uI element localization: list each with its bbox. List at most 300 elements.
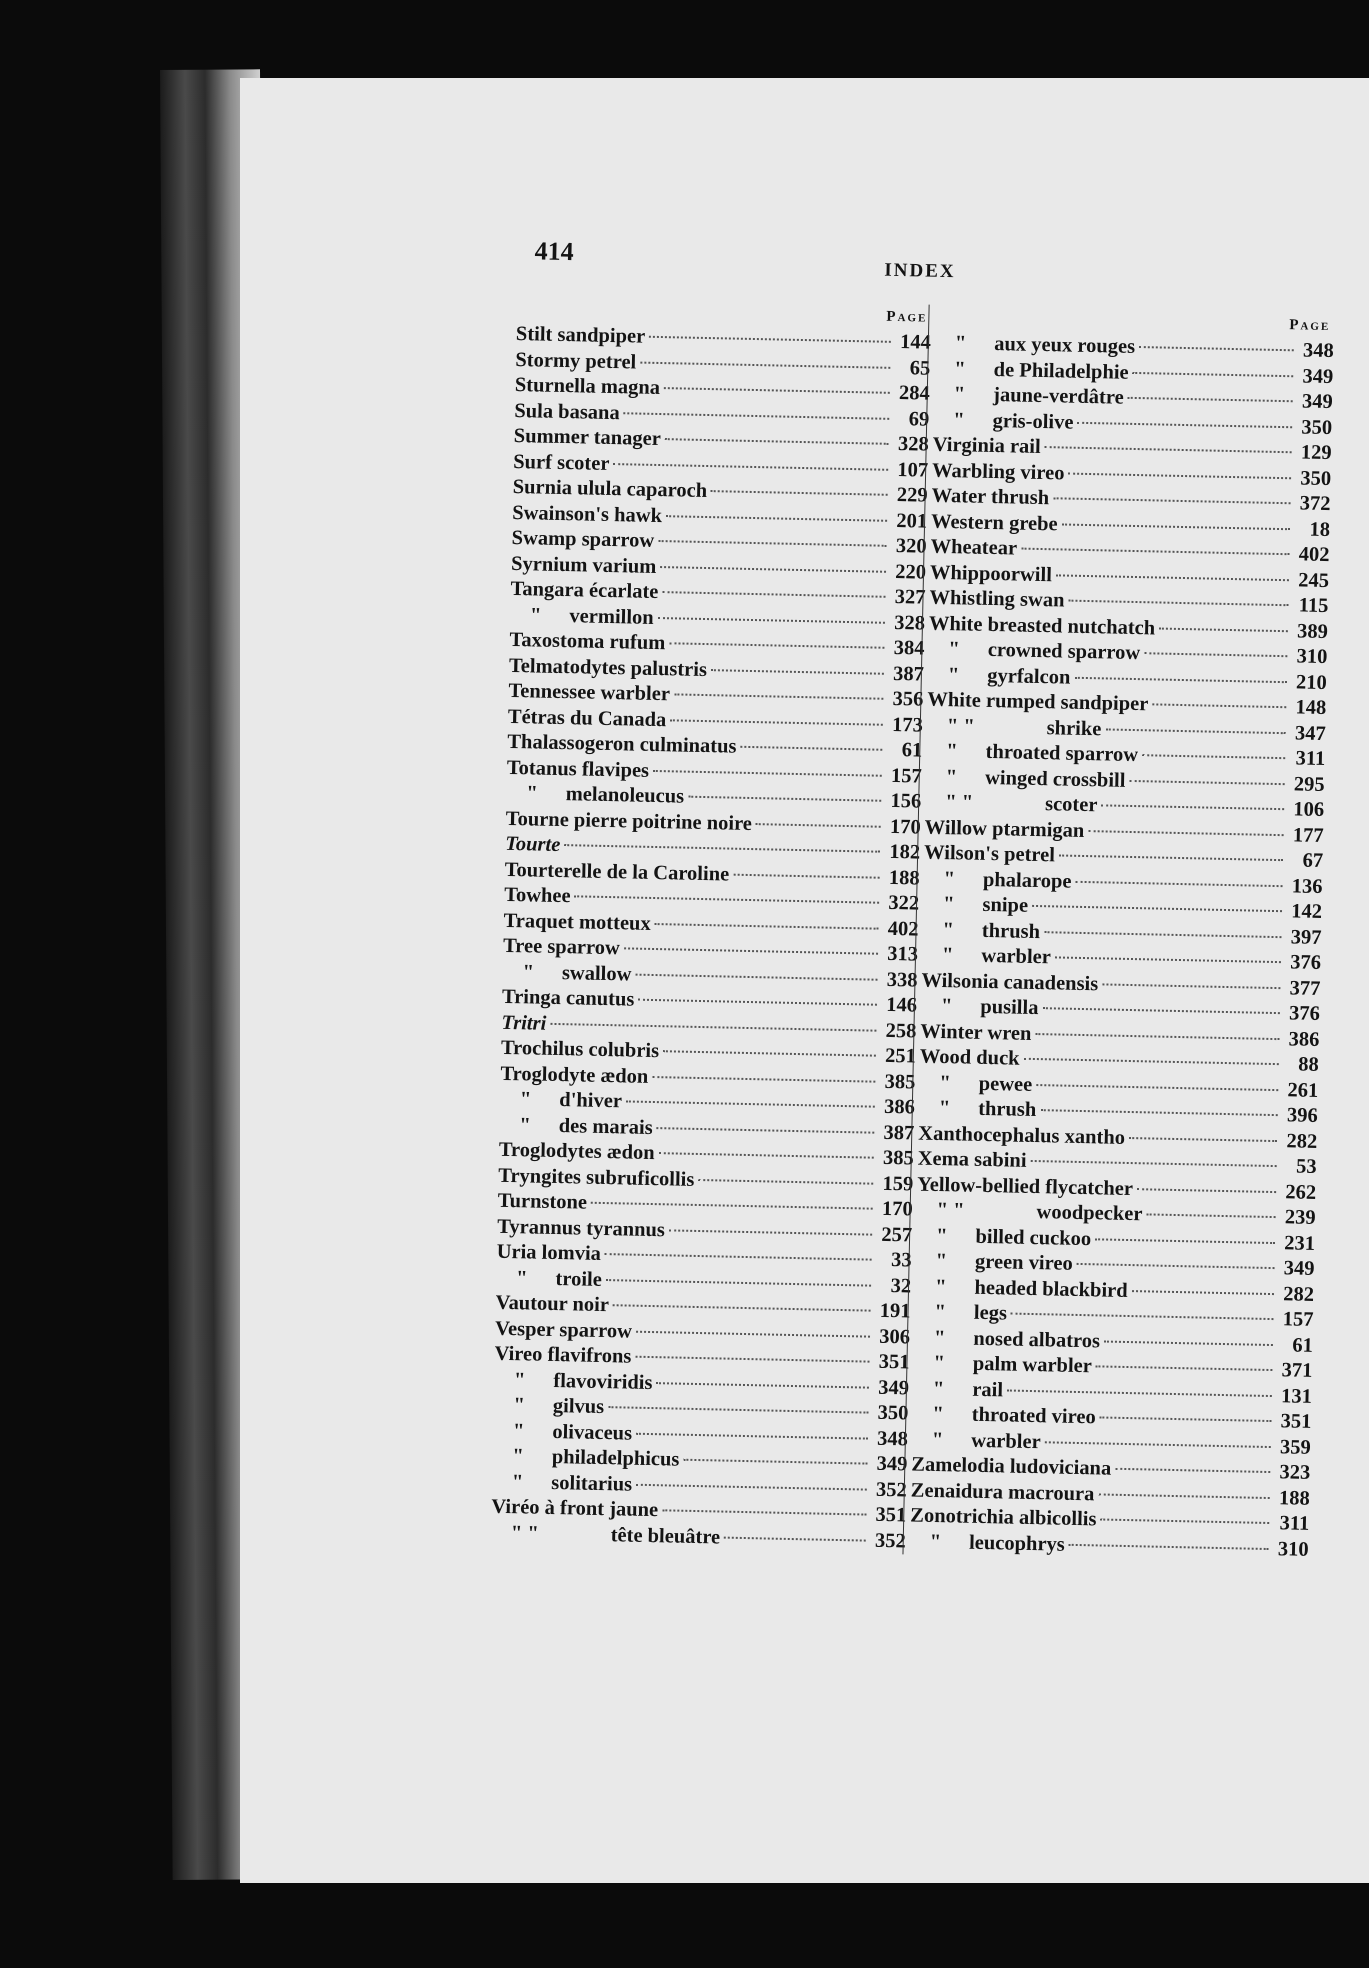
ditto-mark: " — [947, 663, 960, 686]
dot-leader — [1100, 1518, 1269, 1524]
index-term: Warbling vireo — [931, 459, 1065, 484]
index-term: Troglodytes ædon — [498, 1138, 655, 1165]
ditto-mark: " — [934, 1275, 947, 1298]
index-term: Thalassogeron culminatus — [507, 730, 737, 758]
page-reference: 170 — [881, 1197, 913, 1221]
page-reference: 146 — [885, 993, 918, 1017]
page-reference: 350 — [877, 1401, 909, 1425]
index-term: Swainson's hawk — [511, 501, 663, 527]
index-term: Tourte — [505, 832, 561, 857]
dot-leader — [1077, 421, 1292, 427]
ditto-mark: " " — [936, 1198, 965, 1222]
index-term: Tryngites subruficollis — [498, 1164, 695, 1191]
index-term — [921, 994, 1039, 1022]
index-term: Virginia rail — [932, 433, 1041, 458]
ditto-mark: " — [933, 1326, 946, 1349]
dot-leader — [624, 947, 878, 954]
dot-leader — [1069, 1543, 1269, 1549]
page-reference: 328 — [893, 611, 926, 635]
page-reference: 313 — [887, 942, 919, 966]
index-term-text: thrush — [977, 1097, 1037, 1122]
index-term-text: des marais — [558, 1114, 653, 1139]
ditto-mark: " — [954, 332, 967, 355]
dot-leader — [674, 693, 883, 699]
index-term: Sula basana — [514, 399, 620, 424]
index-term-text: warbler — [971, 1429, 1041, 1453]
index-term — [928, 662, 1071, 690]
dot-leader — [1053, 497, 1290, 504]
dot-leader — [659, 1152, 874, 1159]
page-reference: 350 — [1301, 415, 1333, 439]
index-term — [499, 1112, 653, 1141]
page-reference: 347 — [1294, 721, 1326, 745]
dot-leader — [1011, 1313, 1274, 1320]
page-reference: 377 — [1289, 976, 1321, 1000]
page-reference: 371 — [1281, 1359, 1313, 1382]
page-reference: 32 — [890, 1274, 912, 1297]
index-term: Western grebe — [930, 510, 1058, 535]
page-reference: 156 — [890, 789, 922, 813]
dot-leader — [624, 412, 890, 420]
ditto-mark: " " — [946, 714, 975, 738]
ditto-mark: " — [941, 944, 954, 967]
page-reference: 129 — [1300, 441, 1332, 465]
dot-leader — [756, 823, 881, 828]
index-term-text: flavoviridis — [553, 1369, 653, 1394]
dot-leader — [724, 1536, 866, 1541]
dot-leader — [658, 540, 886, 547]
ditto-mark: " — [935, 1224, 948, 1247]
index-term-text: woodpecker — [1036, 1201, 1143, 1226]
index-term-text: billed cuckoo — [975, 1225, 1092, 1250]
index-term: Troglodyte ædon — [500, 1062, 649, 1088]
page-number: 414 — [534, 236, 574, 267]
index-term-text: solitarius — [551, 1471, 633, 1496]
index-term: Totanus flavipes — [506, 756, 650, 782]
dot-leader — [1075, 880, 1282, 886]
ditto-mark: " — [512, 1445, 525, 1468]
index-term — [915, 1249, 1073, 1278]
index-term: White breasted nutchatch — [928, 612, 1156, 639]
index-term: Summer tanager — [513, 424, 662, 451]
dot-leader — [1095, 1238, 1275, 1244]
page-reference: 351 — [878, 1350, 910, 1374]
index-term-text: pusilla — [980, 995, 1039, 1020]
ditto-mark: " — [519, 1088, 532, 1111]
index-term: Vireo flavifrons — [494, 1342, 632, 1368]
index-term — [933, 382, 1123, 411]
index-term — [933, 407, 1074, 435]
dot-leader — [711, 490, 888, 496]
index-term-text: vermillon — [569, 604, 654, 629]
index-term: Tourterelle de la Caroline — [504, 858, 730, 886]
entry-list — [903, 331, 1334, 1563]
index-term: Xanthocephalus xantho — [918, 1122, 1126, 1149]
index-column-right — [902, 305, 1334, 1563]
index-term: Whistling swan — [929, 586, 1065, 612]
index-term-text: snipe — [982, 893, 1029, 917]
index-term: Wilsonia canadensis — [921, 969, 1099, 995]
index-term-text: leucophrys — [968, 1531, 1066, 1556]
dot-leader — [1045, 1441, 1271, 1448]
index-term: Uria lomvia — [496, 1240, 602, 1265]
dot-leader — [1059, 854, 1283, 861]
page-reference: 322 — [888, 891, 920, 915]
index-term-text: melanoleucus — [565, 783, 685, 808]
ditto-mark: " — [954, 357, 966, 380]
dot-leader — [1159, 627, 1288, 632]
index-term — [919, 1070, 1032, 1098]
dot-leader — [1045, 446, 1292, 453]
dot-leader — [575, 895, 880, 903]
index-column-left — [491, 296, 932, 1554]
dot-leader — [1102, 983, 1280, 989]
dot-leader — [740, 746, 882, 751]
index-term: Zenaidura macroura — [910, 1479, 1095, 1505]
ditto-mark: " — [948, 638, 961, 661]
page-reference: 310 — [1277, 1537, 1309, 1561]
index-term-text: d'hiver — [559, 1089, 623, 1113]
index-term-text: gyrfalcon — [987, 664, 1071, 689]
ditto-mark: " " — [510, 1521, 539, 1545]
index-term: Surf scoter — [513, 450, 610, 475]
index-term-text: philadelphicus — [551, 1445, 680, 1471]
ditto-mark: " — [519, 1113, 531, 1136]
page-reference: 385 — [882, 1146, 914, 1170]
index-term — [912, 1402, 1096, 1431]
dot-leader — [649, 336, 891, 343]
page-reference: 356 — [892, 687, 924, 711]
dot-leader — [613, 463, 888, 471]
page-reference: 352 — [874, 1529, 906, 1552]
index-term — [492, 1469, 633, 1497]
index-term — [923, 866, 1071, 895]
dot-leader — [1030, 1160, 1276, 1167]
index-term: Viréo à front jaune — [491, 1495, 659, 1522]
index-term — [491, 1520, 721, 1550]
page-reference: 239 — [1284, 1206, 1316, 1229]
page-reference: 311 — [1279, 1512, 1310, 1535]
index-term — [912, 1427, 1041, 1455]
index-term: Wilson's petrel — [923, 841, 1056, 867]
index-term: Towhee — [503, 883, 571, 908]
index-term-text: nosed albatros — [973, 1327, 1101, 1352]
ditto-mark: " — [515, 1266, 528, 1289]
page-reference: 69 — [908, 407, 930, 431]
page-reference: 157 — [890, 764, 922, 788]
index-term-text: gilvus — [552, 1394, 605, 1419]
page-reference: 387 — [883, 1121, 915, 1144]
page-reference: 229 — [896, 483, 928, 507]
page-reference: 372 — [1299, 492, 1331, 516]
page-reference: 359 — [1279, 1435, 1312, 1459]
page-reference: 306 — [879, 1325, 911, 1348]
dot-leader — [1129, 779, 1284, 784]
page-reference: 349 — [876, 1452, 908, 1476]
dot-leader — [1042, 1007, 1279, 1014]
page-column-heading: Page — [886, 308, 928, 326]
page-reference: 282 — [1286, 1129, 1318, 1153]
dot-leader — [1021, 548, 1289, 556]
index-term: Vesper sparrow — [494, 1317, 633, 1343]
dot-leader — [606, 1279, 871, 1287]
page-reference: 351 — [1280, 1410, 1312, 1433]
page-reference: 18 — [1309, 518, 1331, 541]
dot-leader — [1115, 1468, 1270, 1473]
dot-leader — [1144, 652, 1287, 657]
index-term — [913, 1376, 1004, 1403]
index-term-text: olivaceus — [552, 1420, 633, 1445]
dot-leader — [635, 1356, 869, 1363]
page-reference: 245 — [1297, 568, 1330, 592]
page-reference: 159 — [882, 1172, 914, 1195]
index-term: Traquet motteux — [503, 909, 651, 935]
index-term: Water thrush — [931, 484, 1050, 510]
page-column-heading: Page — [1289, 317, 1331, 335]
ditto-mark: " — [512, 1419, 525, 1442]
dot-leader — [711, 669, 884, 675]
index-term — [496, 1265, 602, 1293]
index-term-text: pewee — [978, 1072, 1033, 1096]
page-reference: 261 — [1287, 1078, 1319, 1102]
dot-leader — [1036, 1084, 1278, 1091]
index-term: Stilt sandpiper — [515, 322, 646, 348]
page-reference: 220 — [895, 560, 927, 584]
page-reference: 258 — [885, 1019, 917, 1043]
dot-leader — [652, 1076, 875, 1083]
page-reference: 327 — [894, 585, 926, 609]
page-reference: 188 — [1278, 1486, 1310, 1510]
index-term: Surnia ulula caparoch — [512, 475, 708, 503]
ditto-mark: " — [931, 1428, 944, 1451]
page-reference: 188 — [888, 866, 920, 890]
index-term — [916, 1223, 1092, 1252]
dot-leader — [1098, 1493, 1269, 1499]
page-reference: 310 — [1296, 645, 1328, 669]
ditto-mark: " — [513, 1368, 526, 1391]
dot-leader — [660, 566, 886, 573]
dot-leader — [1104, 1340, 1273, 1346]
index-term: White rumped sandpiper — [927, 688, 1149, 716]
entry-list — [491, 322, 932, 1554]
dot-leader — [656, 1382, 869, 1388]
page-reference: 177 — [1292, 823, 1324, 847]
index-term — [925, 790, 1098, 819]
index-term-text: jaune-verdâtre — [992, 383, 1124, 409]
running-head: INDEX — [884, 259, 956, 283]
index-term-text: troile — [555, 1267, 603, 1291]
page-reference: 106 — [1293, 798, 1325, 822]
page-reference: 385 — [884, 1070, 916, 1094]
dot-leader — [636, 1330, 870, 1337]
index-page-content — [441, 235, 1334, 1653]
dot-leader — [1055, 956, 1281, 963]
index-term: Wheatear — [930, 535, 1018, 560]
index-term: Tyrannus tyrannus — [497, 1215, 666, 1241]
dot-leader — [638, 999, 877, 1006]
page-reference: 170 — [889, 815, 921, 839]
page-reference: 376 — [1288, 1002, 1321, 1025]
index-term: Tennessee warbler — [508, 679, 671, 706]
index-term — [506, 781, 684, 810]
page-reference: 349 — [877, 1376, 910, 1399]
page-reference: 349 — [1301, 390, 1333, 414]
dot-leader — [550, 1022, 876, 1031]
dot-leader — [1056, 574, 1289, 581]
page-reference: 396 — [1286, 1104, 1318, 1127]
dot-leader — [669, 642, 884, 649]
dot-leader — [1044, 931, 1281, 938]
index-term: Turnstone — [497, 1189, 588, 1214]
index-term — [492, 1444, 680, 1473]
index-term: Tétras du Canada — [507, 705, 667, 731]
ditto-mark: " — [933, 1351, 946, 1375]
dot-leader — [1068, 472, 1291, 479]
index-term — [914, 1300, 1007, 1327]
page-reference: 350 — [1300, 466, 1332, 490]
page-reference: 144 — [899, 331, 932, 354]
dot-leader — [636, 1483, 867, 1490]
page-reference: 257 — [881, 1223, 913, 1246]
page-reference: 386 — [883, 1095, 916, 1119]
dot-leader — [1024, 1058, 1279, 1065]
dot-leader — [1062, 523, 1290, 530]
index-term — [922, 943, 1051, 971]
page-reference: 387 — [892, 662, 925, 686]
page-reference: 320 — [895, 534, 927, 558]
index-term-text: palm warbler — [972, 1352, 1093, 1378]
dot-leader — [1133, 371, 1294, 376]
dot-leader — [1105, 728, 1285, 734]
dot-leader — [1142, 754, 1285, 759]
index-term: Tritri — [501, 1011, 547, 1035]
dot-leader — [626, 1100, 875, 1107]
dot-leader — [666, 515, 887, 522]
index-term — [502, 959, 631, 987]
page-reference: 323 — [1279, 1461, 1311, 1484]
index-term-text: de Philadelphie — [993, 358, 1129, 384]
page-reference: 386 — [1288, 1027, 1320, 1051]
index-term: Winter wren — [920, 1020, 1032, 1045]
index-term-text: rail — [972, 1378, 1004, 1401]
dot-leader — [1077, 1263, 1275, 1269]
dot-leader — [1101, 804, 1284, 810]
page-reference: 231 — [1284, 1231, 1316, 1255]
dot-leader — [665, 438, 889, 445]
page-reference: 351 — [875, 1503, 907, 1527]
page-reference: 282 — [1283, 1282, 1315, 1306]
dot-leader — [1132, 1290, 1274, 1295]
page-reference: 349 — [1283, 1257, 1315, 1280]
page-reference: 182 — [889, 840, 921, 864]
index-term-text: green vireo — [974, 1250, 1073, 1275]
dot-leader — [591, 1202, 873, 1210]
ditto-mark: " — [938, 1097, 951, 1120]
page-reference: 107 — [897, 458, 929, 482]
page-reference: 311 — [1295, 747, 1326, 771]
ditto-mark: " — [932, 1402, 945, 1426]
index-term-text: aux yeux rouges — [993, 333, 1136, 358]
ditto-mark: " — [529, 603, 542, 627]
dot-leader — [1074, 676, 1286, 682]
dot-leader — [605, 1253, 872, 1261]
index-term — [923, 892, 1028, 920]
index-term: Telmatodytes palustris — [508, 654, 708, 681]
dot-leader — [669, 1229, 872, 1235]
dot-leader — [1129, 1136, 1277, 1141]
dot-leader — [663, 1050, 876, 1056]
page-reference: 210 — [1295, 670, 1328, 694]
index-term-text: crowned sparrow — [987, 638, 1141, 665]
index-term: Tree sparrow — [502, 934, 621, 960]
page-reference: 201 — [896, 509, 928, 533]
ditto-mark: " — [513, 1394, 526, 1417]
index-term — [909, 1529, 1065, 1558]
page-reference: 251 — [884, 1044, 917, 1068]
dot-leader — [653, 769, 882, 776]
index-term-text: throated sparrow — [985, 740, 1139, 767]
page-reference: 33 — [890, 1249, 912, 1272]
index-term: Wood duck — [919, 1045, 1020, 1070]
index-term-text: swallow — [561, 961, 632, 986]
dot-leader — [564, 844, 880, 853]
dot-leader — [1128, 397, 1293, 402]
dot-leader — [670, 719, 883, 725]
page-reference: 384 — [893, 636, 925, 660]
dot-leader — [608, 1406, 868, 1413]
ditto-mark: " — [939, 1071, 951, 1094]
page-reference: 115 — [1298, 594, 1329, 618]
dot-leader — [1100, 1416, 1272, 1422]
index-term: Xema sabini — [917, 1147, 1027, 1172]
index-term: Trochilus colubris — [500, 1036, 660, 1063]
index-term: Whippoorwill — [929, 561, 1053, 586]
dot-leader — [1152, 703, 1286, 708]
index-term: Zamelodia ludoviciana — [911, 1453, 1112, 1480]
index-term-text: winged crossbill — [984, 766, 1126, 792]
dot-leader — [1146, 1213, 1275, 1218]
page-reference: 53 — [1295, 1155, 1317, 1178]
page-reference: 376 — [1289, 951, 1322, 974]
index-term — [493, 1393, 604, 1421]
ditto-mark: " — [526, 782, 538, 805]
dot-leader — [698, 1178, 873, 1184]
index-term-text: tête bleuâtre — [610, 1523, 721, 1549]
dot-leader — [1032, 905, 1282, 912]
index-term — [913, 1351, 1092, 1380]
page-reference: 157 — [1282, 1308, 1314, 1331]
ditto-mark: " — [940, 995, 953, 1018]
page-reference: 148 — [1295, 696, 1327, 720]
dot-leader — [1035, 1033, 1279, 1040]
index-term: Zonotrichia albicollis — [910, 1504, 1097, 1531]
ditto-mark: " — [934, 1300, 947, 1324]
index-term: Stormy petrel — [515, 348, 637, 374]
ditto-mark: " — [953, 383, 966, 406]
index-term: Vautour noir — [495, 1291, 610, 1317]
page-reference: 65 — [909, 356, 931, 380]
page-reference: 61 — [901, 739, 923, 762]
dot-leader — [1137, 1188, 1276, 1193]
dot-leader — [1040, 1109, 1277, 1116]
index-term: Tringa canutus — [501, 985, 635, 1011]
index-term — [494, 1367, 653, 1396]
index-term — [914, 1325, 1101, 1354]
index-term-text: shrike — [1046, 716, 1102, 740]
ditto-mark: " — [942, 893, 955, 916]
dot-leader — [657, 1127, 875, 1134]
ditto-mark: " — [522, 960, 535, 983]
